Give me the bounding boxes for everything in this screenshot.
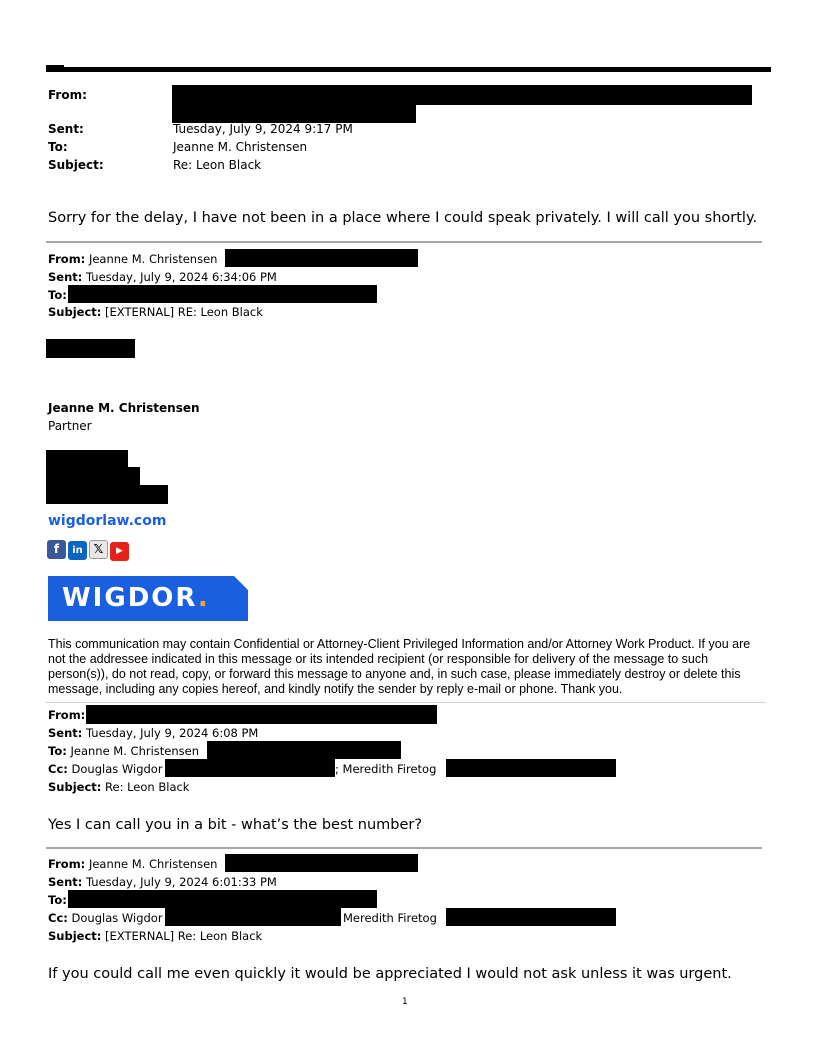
quoted-cc: Cc: Douglas Wigdor (48, 762, 163, 776)
separator (46, 241, 762, 243)
redaction (86, 705, 437, 724)
quoted-to: To: (48, 288, 67, 302)
redaction (165, 908, 341, 926)
top-rule (46, 67, 771, 72)
redaction (68, 285, 377, 303)
to-value: Jeanne M. Christensen (173, 140, 308, 154)
redaction (225, 854, 418, 872)
quoted-sent: Sent: Tuesday, July 9, 2024 6:08 PM (48, 726, 259, 740)
social-links (47, 540, 131, 561)
quoted-sent: Sent: Tuesday, July 9, 2024 6:34:06 PM (48, 270, 277, 284)
message-body: Yes I can call you in a bit - what’s the best number? (48, 817, 423, 833)
sent-label: Sent: (48, 122, 84, 136)
redaction (46, 485, 168, 504)
signature-title: Partner (48, 419, 92, 433)
quoted-subject: Subject: [EXTERNAL] Re: Leon Black (48, 929, 263, 943)
quoted-sent: Sent: Tuesday, July 9, 2024 6:01:33 PM (48, 875, 277, 889)
quoted-subject: Subject: Re: Leon Black (48, 780, 190, 794)
quoted-subject: Subject: [EXTERNAL] RE: Leon Black (48, 305, 263, 319)
linkedin-icon[interactable]: in (68, 541, 87, 560)
youtube-icon[interactable]: ▶ (110, 542, 129, 561)
page-number: 1 (402, 997, 408, 1007)
quoted-from: From: Jeanne M. Christensen (48, 252, 218, 266)
redaction (172, 104, 416, 123)
redaction (46, 467, 140, 486)
quoted-to: To: (48, 893, 67, 907)
website-link[interactable]: wigdorlaw.com (48, 513, 167, 529)
sent-value: Tuesday, July 9, 2024 9:17 PM (173, 122, 353, 136)
signature-name: Jeanne M. Christensen (48, 401, 200, 415)
subject-value: Re: Leon Black (173, 158, 262, 172)
redaction (46, 450, 128, 468)
quoted-from: From: Jeanne M. Christensen (48, 857, 218, 871)
redaction (46, 339, 135, 358)
message-body: If you could call me even quickly it would be appreciated I would not ask unless it was urgent. (48, 966, 732, 982)
separator (46, 847, 762, 849)
separator (46, 702, 766, 703)
redaction (165, 759, 335, 777)
subject-label: Subject: (48, 158, 104, 172)
facebook-icon[interactable]: f (47, 540, 66, 559)
redaction (207, 741, 401, 759)
quoted-to: To: Jeanne M. Christensen (48, 744, 200, 758)
top-rule-tab (46, 65, 64, 67)
redaction (225, 249, 418, 267)
wigdor-logo: WIGDOR. (48, 576, 248, 621)
quoted-cc-2: ; Meredith Firetog (335, 762, 437, 776)
to-label: To: (48, 140, 68, 154)
redaction (172, 85, 752, 105)
from-label: From: (48, 88, 87, 102)
redaction (68, 890, 377, 908)
quoted-cc-2: Meredith Firetog (343, 911, 437, 925)
x-icon[interactable]: 𝕏 (89, 540, 108, 559)
redaction (446, 759, 616, 777)
quoted-from: From: (48, 708, 86, 722)
message-body: Sorry for the delay, I have not been in a place where I could speak privately. I will call you shortly. (48, 210, 758, 226)
quoted-cc: Cc: Douglas Wigdor (48, 911, 163, 925)
disclaimer: This communication may contain Confidential or Attorney-Client Privileged Information and/or Attorney Work Product. If you are not the addressee indicated in this message or its intended recipient (or responsible for delivery of the message to such person(s)), do not read, copy, or forward this message to anyone and, in such case, please immediately destroy or delete this message, including any copies hereof, and kindly notify the sender by reply e-mail or phone. Thank you. (48, 637, 751, 696)
redaction (446, 908, 616, 926)
